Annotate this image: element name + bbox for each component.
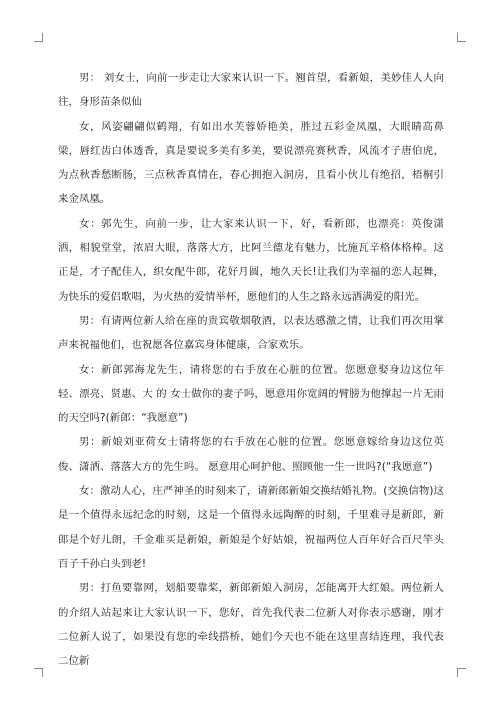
paragraph-bride-vow: 男：新娘刘亚荷女士请将您的右手放在心脏的位置。您愿意嫁给身边这位英俊、潇洒、落落大方的先生吗。 愿意用心呵护他、照顾他一生一世吗?(“我愿意”) xyxy=(58,436,444,473)
paragraph-toast: 男：有请两位新人给在座的贵宾敬烟敬酒，以表达感激之情，让我们再次用掌声来祝福他们，也祝愿各位嘉宾身体健康，合家欢乐。 xyxy=(58,314,444,352)
paragraph-intro-bride: 男： 刘女士，向前一步走让大家来认识一下。翘首望，看新娘，美妙佳人人向往，身形苗条似仙 xyxy=(58,72,444,109)
crop-mark-top-right xyxy=(457,33,466,42)
crop-mark-top-left xyxy=(34,33,43,42)
crop-mark-bottom-left xyxy=(34,668,43,677)
paragraph-groom-vow: 女：新郎郭海龙先生，请将您的右手放在心脏的位置。您愿意娶身边这位年轻、漂亮、贤惠、大 的 女士做你的妻子吗，愿意用你宽阔的臂膀为他撑起一片无雨的天空吗?(新郎：“我愿意”) xyxy=(58,363,444,425)
document-body xyxy=(58,66,444,673)
paragraph-exchange-gifts: 女：激动人心，庄严神圣的时刻来了，请新郎新娘交换结婚礼物。(交换信物)这是一个值得永远纪念的时刻，这是一个值得永远陶醉的时刻，千里难寻是新郎，新郎是个好儿朗，千金难买是新娘，新娘是个好姑娘，祝福两位人百年好合百尺竿头百子千孙白头到老! xyxy=(58,485,444,570)
paragraph-matchmaker: 男：打鱼要靠网，划船要靠桨，新郎新娘入洞房，怎能离开大红娘。两位新人的介绍人站起来让大家认识一下，您好，首先我代表二位新人对你表示感谢，刚才二位新人说了，如果没有您的牵线搭桥，她们今天也不能在这里喜结连理，我代表二位新 xyxy=(58,582,444,668)
paragraph-groom-intro: 女：郭先生，向前一步，让大家来认识一下，好，看新郎，也漂亮：英俊潇洒，相貌堂堂，浓眉大眼，落落大方，比阿兰德龙有魅力，比施瓦辛格体格棒。这正是，才子配佳人，织女配牛郎，花好月圆，地久天长!让我们为幸福的恋人起舞，为快乐的爱侣歌唱，为火热的爱情举杯，愿他们的人生之路永远洒满爱的阳光。 xyxy=(58,217,444,303)
paragraph-bride-praise: 女，风姿翩翩似鹤翔，有如出水芙蓉娇艳美，胜过五彩金凤凰，大眼睛高鼻梁，唇红齿白体透香，真是要说多美有多美，要说漂亮赛秋香，风流才子唐伯虎，为点秋香愁断肠，三点秋香真情在，春心拥抱入洞房，且看小伙儿有绝招，梧桐引来金凤凰。 xyxy=(58,120,444,206)
crop-mark-bottom-right xyxy=(457,668,466,677)
